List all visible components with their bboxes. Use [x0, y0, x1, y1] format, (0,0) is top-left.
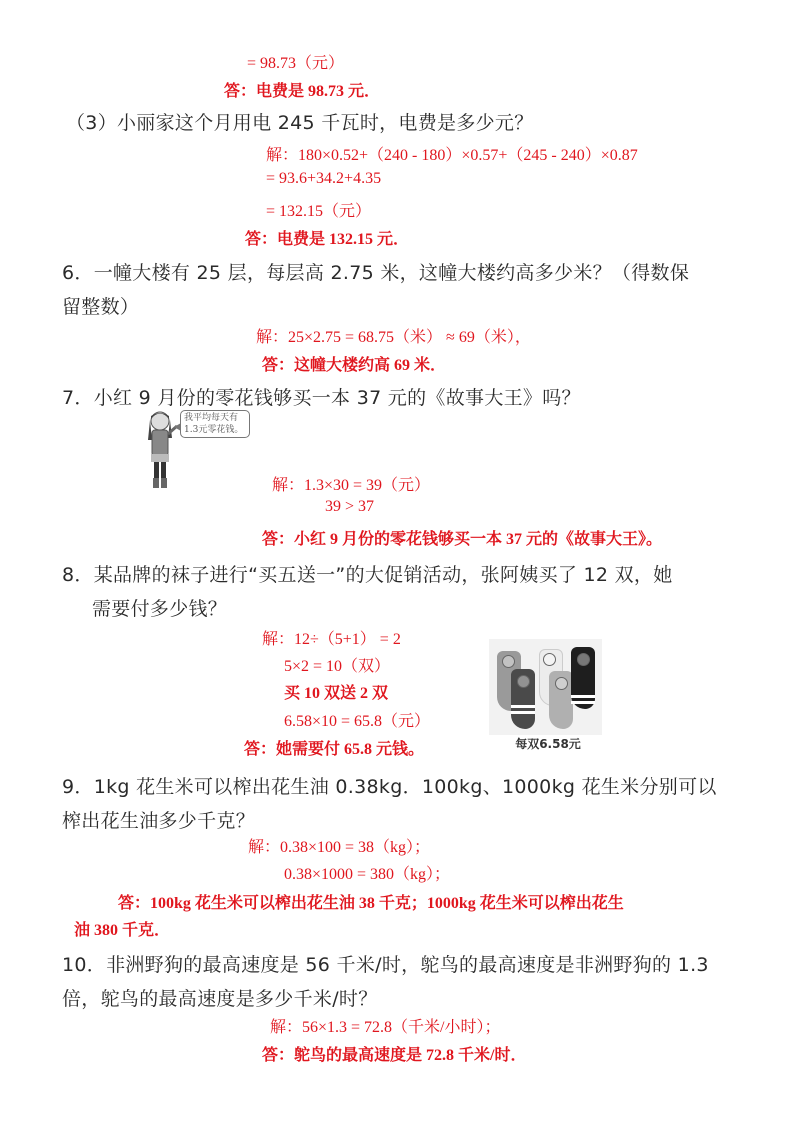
q8-solution-line-3: 买 10 双送 2 双 — [284, 685, 389, 702]
speech-bubble-line-2: 1.3元零花钱。 — [184, 425, 244, 435]
q8-question-line-2: 需要付多少钱？ — [92, 598, 228, 620]
q5-2-answer: 答：电费是 98.73 元． — [224, 83, 381, 100]
q6-answer: 答：这幢大楼约高 69 米． — [262, 357, 447, 374]
q7-question: 7．小红 9 月份的零花钱够买一本 37 元的《故事大王》吗？ — [62, 387, 581, 409]
q5-3-solution-line-1: 解：180×0.52+（240 - 180）×0.57+（245 - 240）×0.87 — [266, 147, 638, 164]
socks-image — [489, 639, 602, 735]
q8-solution-line-2: 5×2 = 10（双） — [284, 658, 391, 675]
q9-answer-line-1: 答：100kg 花生米可以榨出花生油 38 千克；1000kg 花生米可以榨出花生 — [118, 895, 624, 912]
speech-bubble — [180, 410, 250, 438]
q9-question-line-2: 榨出花生油多少千克？ — [62, 810, 256, 832]
socks-price-caption: 每双6.58元 — [515, 737, 581, 751]
q9-answer-line-2: 油 380 千克． — [74, 922, 171, 939]
q10-question-line-2: 倍，鸵鸟的最高速度是多少千米/时？ — [62, 988, 378, 1010]
girl-illustration — [146, 410, 176, 490]
q5-3-answer: 答：电费是 132.15 元． — [245, 231, 410, 248]
q5-3-question: （3）小丽家这个月用电 245 千瓦时，电费是多少元？ — [66, 112, 534, 134]
q7-solution-line-2: 39 > 37 — [325, 498, 375, 515]
q10-solution-line-1: 解：56×1.3 = 72.8（千米/小时）； — [270, 1019, 501, 1036]
q7-solution-line-1: 解：1.3×30 = 39（元） — [272, 477, 431, 494]
q9-solution-line-2: 0.38×1000 = 380（kg）； — [284, 866, 451, 883]
q5-3-solution-line-3: = 132.15（元） — [266, 203, 372, 220]
q5-3-solution-line-2: = 93.6+34.2+4.35 — [266, 170, 382, 187]
q8-solution-line-1: 解：12÷（5+1） = 2 — [262, 631, 401, 648]
q8-solution-line-4: 6.58×10 = 65.8（元） — [284, 713, 431, 730]
q6-question-line-2: 留整数） — [62, 296, 140, 318]
q6-question-line-1: 6．一幢大楼有 25 层，每层高 2.75 米，这幢大楼约高多少米？（得数保 — [62, 262, 690, 284]
q10-answer: 答：鸵鸟的最高速度是 72.8 千米/时． — [262, 1047, 527, 1064]
q8-question-line-1: 8．某品牌的袜子进行“买五送一”的大促销活动，张阿姨买了 12 双，她 — [62, 564, 673, 586]
q10-question-line-1: 10．非洲野狗的最高速度是 56 千米/时，鸵鸟的最高速度是非洲野狗的 1.3 — [62, 954, 709, 976]
q8-answer: 答：她需要付 65.8 元钱。 — [244, 741, 425, 758]
speech-bubble-line-1: 我平均每天有 — [184, 413, 239, 423]
q7-answer: 答：小红 9 月份的零花钱够买一本 37 元的《故事大王》。 — [262, 531, 663, 548]
q9-question-line-1: 9．1kg 花生米可以榨出花生油 0.38kg．100kg、1000kg 花生米分别可以 — [62, 776, 717, 798]
q5-2-solution-line-1: = 98.73（元） — [247, 55, 345, 72]
q9-solution-line-1: 解：0.38×100 = 38（kg）； — [248, 839, 431, 856]
q6-solution-line-1: 解：25×2.75 = 68.75（米） ≈ 69（米）， — [256, 329, 531, 346]
